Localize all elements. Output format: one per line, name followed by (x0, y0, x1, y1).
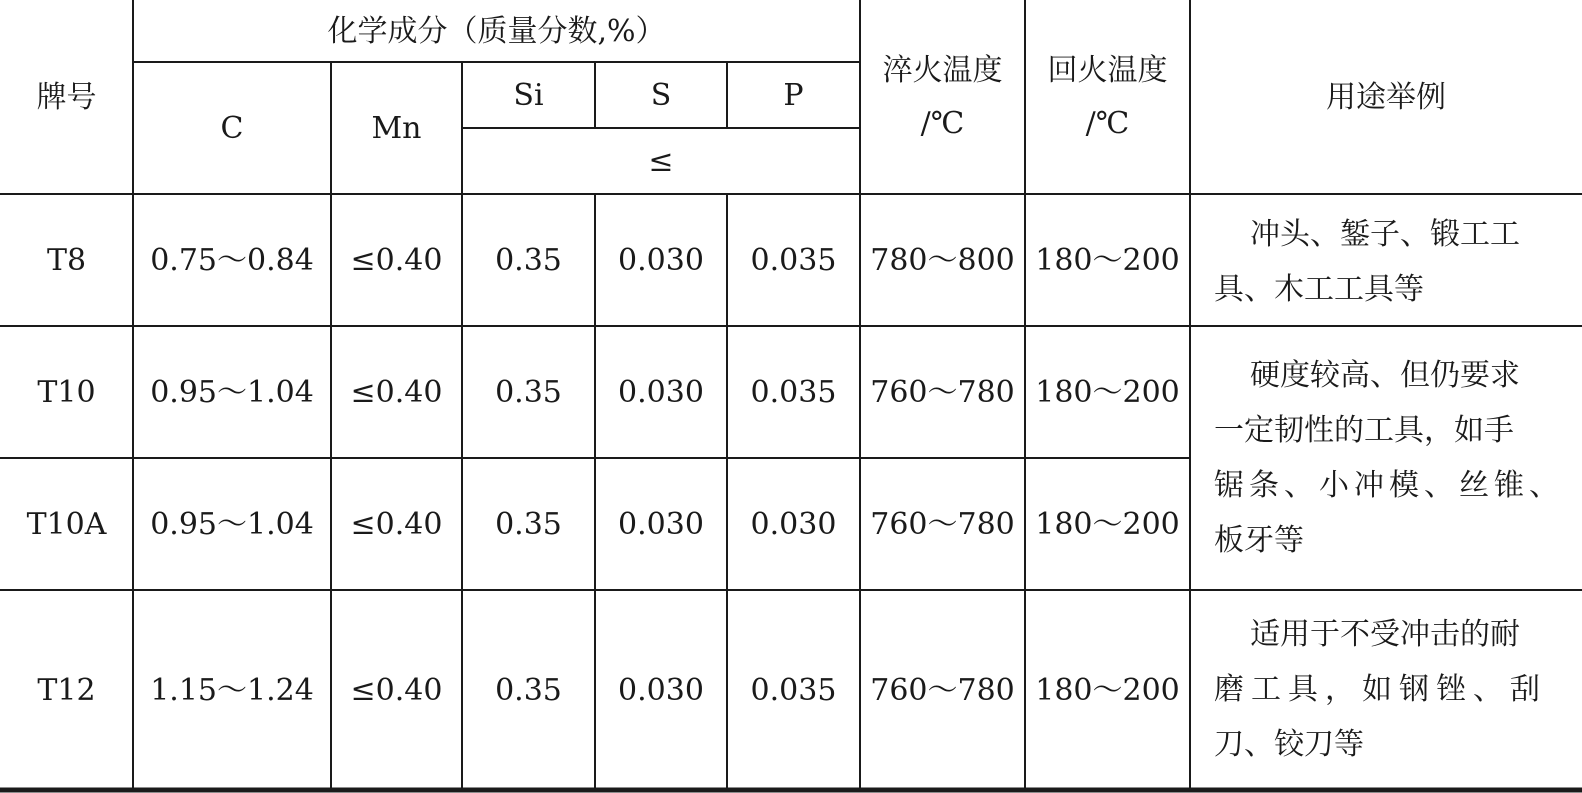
usage-line: 磨工具，如钢锉、刮 (1214, 672, 1547, 707)
table-row-quench: 760～780 (870, 374, 1015, 410)
table-row-si: 0.35 (495, 242, 562, 278)
table-row-temper: 180～200 (1035, 672, 1180, 708)
header-mn: Mn (371, 110, 422, 146)
table-row-temper: 180～200 (1035, 242, 1180, 278)
table-row-mn: ≤0.40 (350, 374, 443, 410)
table-row-mn: ≤0.40 (350, 242, 443, 278)
header-c: C (220, 110, 244, 146)
table-row-grade: T12 (37, 672, 96, 708)
header-usage: 用途举例 (1326, 79, 1446, 115)
table-row-grade: T10A (26, 506, 107, 542)
table-row-quench: 780～800 (870, 242, 1015, 278)
header-le: ≤ (648, 143, 674, 179)
table-row-si: 0.35 (495, 672, 562, 708)
usage-cell-t8 (1190, 207, 1582, 317)
usage-cell-t10 (1190, 348, 1582, 568)
header-quench (860, 0, 1025, 194)
table-row-p: 0.030 (750, 506, 837, 542)
table-row-c: 0.75～0.84 (150, 242, 314, 278)
usage-line: 适用于不受冲击的耐 (1250, 617, 1520, 652)
table-row-quench: 760～780 (870, 672, 1015, 708)
table-row-c: 0.95～1.04 (150, 506, 314, 542)
table-row-si: 0.35 (495, 374, 562, 410)
header-p: P (783, 77, 804, 113)
table-row-temper: 180～200 (1035, 506, 1180, 542)
header-temper-line1: 回火温度 (1047, 53, 1168, 88)
usage-line: 硬度较高、但仍要求 (1250, 358, 1520, 393)
usage-line: 锯条、小冲模、丝锥、 (1214, 468, 1564, 503)
header-grade: 牌号 (36, 79, 97, 115)
table-row-s: 0.030 (618, 506, 704, 542)
header-composition: 化学成分（质量分数,%） (327, 13, 666, 49)
table-row-si: 0.35 (495, 506, 562, 542)
table-row-c: 0.95～1.04 (150, 374, 314, 410)
table-row-s: 0.030 (618, 672, 704, 708)
table-row-p: 0.035 (750, 672, 837, 708)
table-row-grade: T10 (37, 374, 96, 410)
table-row-s: 0.030 (618, 374, 704, 410)
table-row-temper: 180～200 (1035, 374, 1180, 410)
header-quench-line1: 淬火温度 (882, 53, 1003, 88)
usage-line: 一定韧性的工具，如手 (1214, 413, 1514, 448)
header-temper (1025, 0, 1190, 194)
table-row-mn: ≤0.40 (350, 506, 443, 542)
header-quench-line2: /℃ (920, 106, 965, 141)
table-row-p: 0.035 (750, 374, 837, 410)
table-row-grade: T8 (46, 242, 87, 278)
header-si: Si (513, 77, 544, 113)
usage-line: 冲头、錾子、锻工工 (1250, 217, 1520, 252)
table-row-s: 0.030 (618, 242, 704, 278)
usage-line: 具、木工工具等 (1214, 272, 1424, 307)
table-row-quench: 760～780 (870, 506, 1015, 542)
table-row-mn: ≤0.40 (350, 672, 443, 708)
usage-line: 刀、铰刀等 (1214, 727, 1364, 762)
header-s: S (650, 77, 672, 113)
usage-line: 板牙等 (1214, 523, 1304, 558)
usage-cell-t12 (1190, 607, 1582, 772)
header-temper-line2: /℃ (1085, 106, 1130, 141)
table-row-p: 0.035 (750, 242, 837, 278)
table-row-c: 1.15～1.24 (150, 672, 314, 708)
